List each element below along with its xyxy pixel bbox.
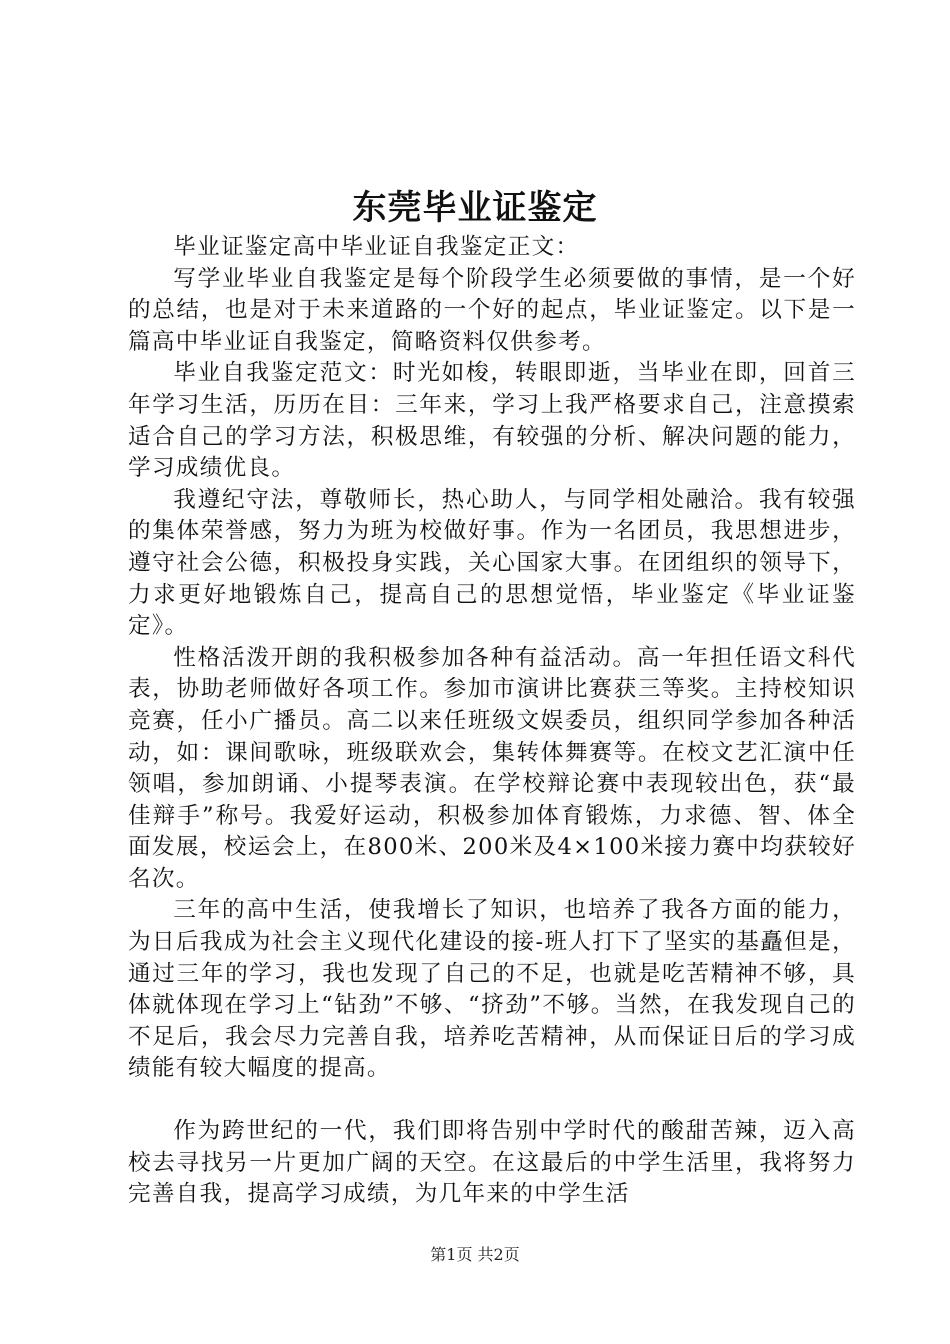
page-number: 第1页 共2页 <box>430 1245 520 1264</box>
paragraph-activities: 性格活泼开朗的我积极参加各种有益活动。高一年担任语文科代表，协助老师做好各项工作。参加市演讲比赛获三等奖。主持校知识竞赛，任小广播员。高二以来任班级文娱委员，组织同学参加各种活动，如：课间歌咏，班级联欢会，集转体舞赛等。在校文艺汇演中任领唱，参加朗诵、小提琴表演。在学校辩论赛中表现较出色，获“最佳辩手”称号。我爱好运动，积极参加体育锻炼，力求德、智、体全面发展，校运会上，在800米、200米及4×100米接力赛中均获较好名次。 <box>128 644 856 892</box>
document-title: 东莞毕业证鉴定 <box>352 188 598 228</box>
paragraph-purpose: 写学业毕业自我鉴定是每个阶段学生必须要做的事情，是一个好的总结，也是对于未来道路的一个好的起点，毕业证鉴定。以下是一篇高中毕业证自我鉴定，简略资料仅供参考。 <box>128 265 856 355</box>
paragraph-conduct: 我遵纪守法，尊敬师长，热心助人，与同学相处融洽。我有较强的集体荣誉感，努力为班为校做好事。作为一名团员，我思想进步，遵守社会公德，积极投身实践，关心国家大事。在团组织的领导下，力求更好地锻炼自己，提高自己的思想觉悟，毕业鉴定《毕业证鉴定》。 <box>128 486 856 640</box>
paragraph-future: 作为跨世纪的一代，我们即将告别中学时代的酸甜苦辣，迈入高校去寻找另一片更加广阔的天空。在这最后的中学生活里，我将努力完善自我，提高学习成绩，为几年来的中学生活 <box>128 1118 856 1208</box>
paragraph-study: 毕业自我鉴定范文：时光如梭，转眼即逝，当毕业在即，回首三年学习生活，历历在目：三年来，学习上我严格要求自己，注意摸索适合自己的学习方法，积极思维，有较强的分析、解决问题的能力，学习成绩优良。 <box>128 360 856 482</box>
paragraph-intro: 毕业证鉴定高中毕业证自我鉴定正文： <box>173 234 580 260</box>
document-body <box>128 232 856 1211</box>
paragraph-reflection: 三年的高中生活，使我增长了知识，也培养了我各方面的能力，为日后我成为社会主义现代化建设的接-班人打下了坚实的基矗但是，通过三年的学习，我也发现了自己的不足，也就是吃苦精神不够，具体就体现在学习上“钻劲”不够、“挤劲”不够。当然，在我发现自己的不足后，我会尽力完善自我，培养吃苦精神，从而保证日后的学习成绩能有较大幅度的提高。 <box>128 897 856 1082</box>
